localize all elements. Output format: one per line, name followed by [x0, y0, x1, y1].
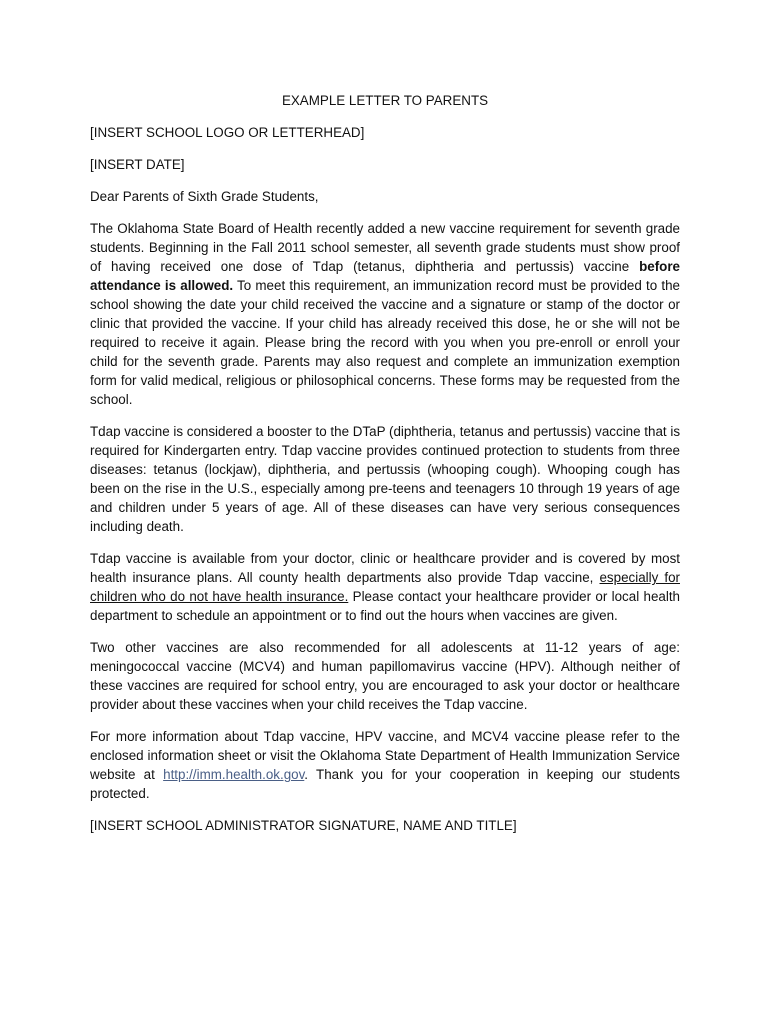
immunization-website-link[interactable]: http://imm.health.ok.gov [163, 767, 305, 782]
logo-placeholder: [INSERT SCHOOL LOGO OR LETTERHEAD] [90, 125, 365, 140]
letter-page [90, 91, 680, 848]
paragraph-more-info-text-b: . Thank you for your cooperation in keeping our students protected. [90, 767, 680, 801]
paragraph-availability [90, 549, 680, 625]
paragraph-booster: Tdap vaccine is considered a booster to the DTaP (diphtheria, tetanus and pertussis) vaccine that is required for Kindergarten entry. Tdap vaccine provides continued protection to students from three diseases: tetanus (lockjaw), diphtheria, and pertussis (whooping cough). Whooping cough has been on the rise in the U.S., especially among pre-teens and teenagers 10 through 19 years of age and children under 5 years of age. All of these diseases can have very serious consequences including death. [90, 424, 681, 534]
paragraph-requirement [90, 219, 680, 409]
paragraph-more-info [90, 727, 680, 803]
paragraph-availability-text-b: Please contact your healthcare provider or local health department to schedule an appointment or to find out the hours when vaccines are given. [90, 589, 680, 623]
letter-title: EXAMPLE LETTER TO PARENTS [281, 93, 489, 108]
paragraph-requirement-text-a: The Oklahoma State Board of Health recently added a new vaccine requirement for seventh grade students. Beginning in the Fall 2011 school semester, all seventh grade students must show proof of having received one dose of Tdap (tetanus, diphtheria and pertussis) vaccine [90, 221, 680, 274]
paragraph-availability-text-a: Tdap vaccine is available from your doctor, clinic or healthcare provider and is covered by most health insurance plans. All county health departments also provide Tdap vaccine, [90, 551, 680, 585]
paragraph-requirement-text-b: To meet this requirement, an immunization record must be provided to the school showing the date your child received the vaccine and a signature or stamp of the doctor or clinic that provided the vaccine. If your child has already received this dose, he or she will not be required to receive it again. Please bring the record with you when you pre-enroll or enroll your child for the seventh grade. Parents may also request and complete an immunization exemption form for valid medical, religious or philosophical concerns. These forms may be requested from the school. [90, 278, 680, 407]
attendance-emphasis: before attendance is allowed. [90, 259, 680, 293]
paragraph-more-info-text-a: For more information about Tdap vaccine, HPV vaccine, and MCV4 vaccine please refer to the enclosed information sheet or visit the Oklahoma State Department of Health Immunization Service website at [90, 729, 680, 782]
signature-placeholder: [INSERT SCHOOL ADMINISTRATOR SIGNATURE, NAME AND TITLE] [90, 818, 517, 833]
paragraph-other-vaccines: Two other vaccines are also recommended for all adolescents at 11-12 years of age: meningococcal vaccine (MCV4) and human papillomavirus vaccine (HPV). Although neither of these vaccines are required for school entry, you are encouraged to ask your doctor or healthcare provider about these vaccines when your child receives the Tdap vaccine. [90, 640, 680, 712]
insurance-emphasis: especially for children who do not have health insurance. [90, 570, 680, 604]
date-placeholder: [INSERT DATE] [90, 157, 185, 172]
salutation: Dear Parents of Sixth Grade Students, [90, 189, 319, 204]
